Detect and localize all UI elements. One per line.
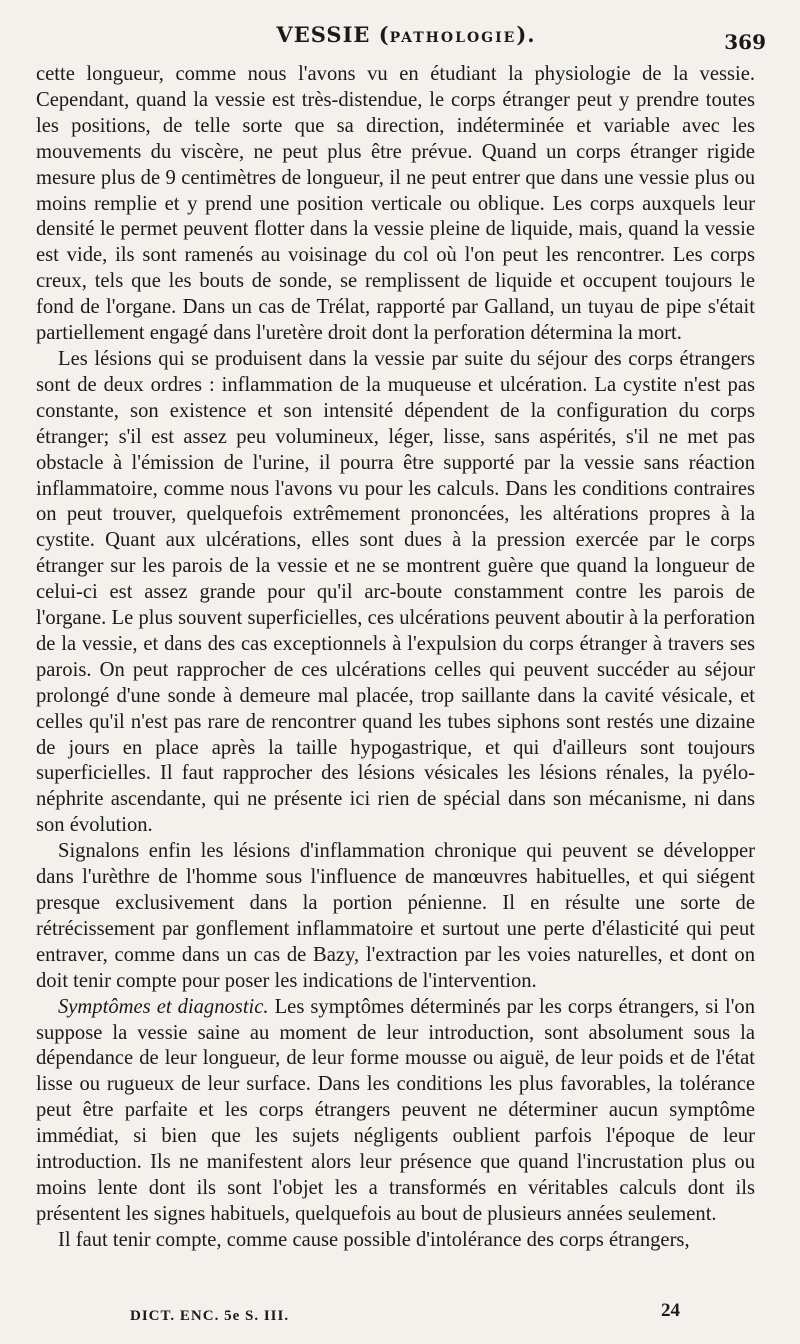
running-title-main: VESSIE ( [276,22,390,47]
paragraph-4-text: Les symptômes déterminés par les corps étrangers, si l'on suppose la vessie saine au moment de leur introduction, sont absolument sous la dépendance de leur longueur, de leur forme mousse ou aiguë, de leur poids et de l'état lisse ou rugueux de leur surface. Dans les conditions les plus favorables, la tolérance peut être parfaite et les corps étrangers peuvent ne déterminer aucun symptôme immédiat, si bien que les sujets négligents oublient parfois l'époque de leur introduction. Ils ne manifestent alors leur présence que quand l'incrustation plus ou moins lente dont ils sont l'objet les a transformés en véritables calculs dont ils présentent les signes habituels, quelquefois au bout de plusieurs années seulement. [36,995,755,1225]
paragraph-2: Les lésions qui se produisent dans la vessie par suite du séjour des corps étrangers sont de deux ordres : inflammation de la muqueuse et ulcération. La cystite n'est pas constante, son existence et son intensité dépendent de la configuration du corps étranger; s'il est assez peu volumineux, léger, lisse, sans aspérités, s'il ne met pas obstacle à l'émission de l'urine, il pourra être supporté par la vessie sans réaction inflammatoire, comme nous l'avons vu pour les calculs. Dans les conditions contraires on peut trouver, quelquefois extrêmement prononcées, les altérations propres à la cystite. Quant aux ulcérations, elles sont dues à la pression exercée par le corps étranger sur les parois de la vessie et ne se montrent guère que quand la longueur de celui-ci est assez grande pour qu'il arc-boute constamment contre les parois de l'organe. Le plus souvent superficielles, ces ulcérations peuvent aboutir à la perforation de la vessie, et dans des cas exceptionnels à l'expulsion du corps étranger à travers ses parois. On peut rapprocher de ces ulcérations celles qui peuvent succéder au séjour prolongé d'une sonde à demeure mal placée, trop saillante dans la cavité vésicale, et celles qu'il n'est pas rare de rencontrer quand les tubes siphons sont restés une dizaine de jours en place après la taille hypogastrique, et qui d'ailleurs sont toujours superficielles. Il faut rapprocher des lésions vésicales les lésions rénales, la pyélo-néphrite ascendante, qui ne présente ici rien de spécial dans son mécanisme, ni dans son évolution. [36,347,755,837]
page-number: 369 [724,30,766,54]
page-header [46,22,766,56]
paragraph-3: Signalons enfin les lésions d'inflammation chronique qui peuvent se développer dans l'urèthre de l'homme sous l'influence de manœuvres habituelles, et qui siégent presque exclusivement dans la portion pénienne. Il en résulte une sorte de rétrécissement par gonflement inflammatoire et surtout une perte d'élasticité qui peut entraver, comme dans un cas de Bazy, l'extraction par les voies naturelles, et dont on doit tenir compte pour poser les indications de l'intervention. [36,840,755,992]
running-title [46,22,766,47]
section-heading: Symptômes et diagnostic. [58,995,269,1018]
page-footer [130,1300,680,1330]
paragraph-1: cette longueur, comme nous l'avons vu en étudiant la physiologie de la vessie. Cependant, quand la vessie est très-distendue, le corps étranger peut y prendre toutes les positions, de telle sorte que sa direction, indéterminée et variable avec les mouvements du viscère, ne peut plus être prévue. Quand un corps étranger rigide mesure plus de 9 centimètres de longueur, il ne peut entrer que dans une vessie plus ou moins remplie et y prend une position verticale ou oblique. Les corps auxquels leur densité le permet peuvent flotter dans la vessie pleine de liquide, mais, quand la vessie est vide, ils sont ramenés au voisinage du col où l'on peut les rencontrer. Les corps creux, tels que les bouts de sonde, se remplissent de liquide et occupent toujours le fond de l'organe. Dans un cas de Trélat, rapporté par Galland, un tuyau de pipe s'était partiellement engagé dans l'uretère droit dont la perforation détermina la mort. [36,63,755,345]
paragraph-5: Il faut tenir compte, comme cause possible d'intolérance des corps étrangers, [58,1228,690,1251]
signature-number: 24 [661,1300,680,1321]
body-text [36,62,755,1254]
running-title-end: ). [516,22,536,47]
paragraph-4 [36,995,755,1228]
printer-signature: DICT. ENC. 5e S. III. [130,1308,290,1324]
running-title-subject: PATHOLOGIE [389,30,517,46]
